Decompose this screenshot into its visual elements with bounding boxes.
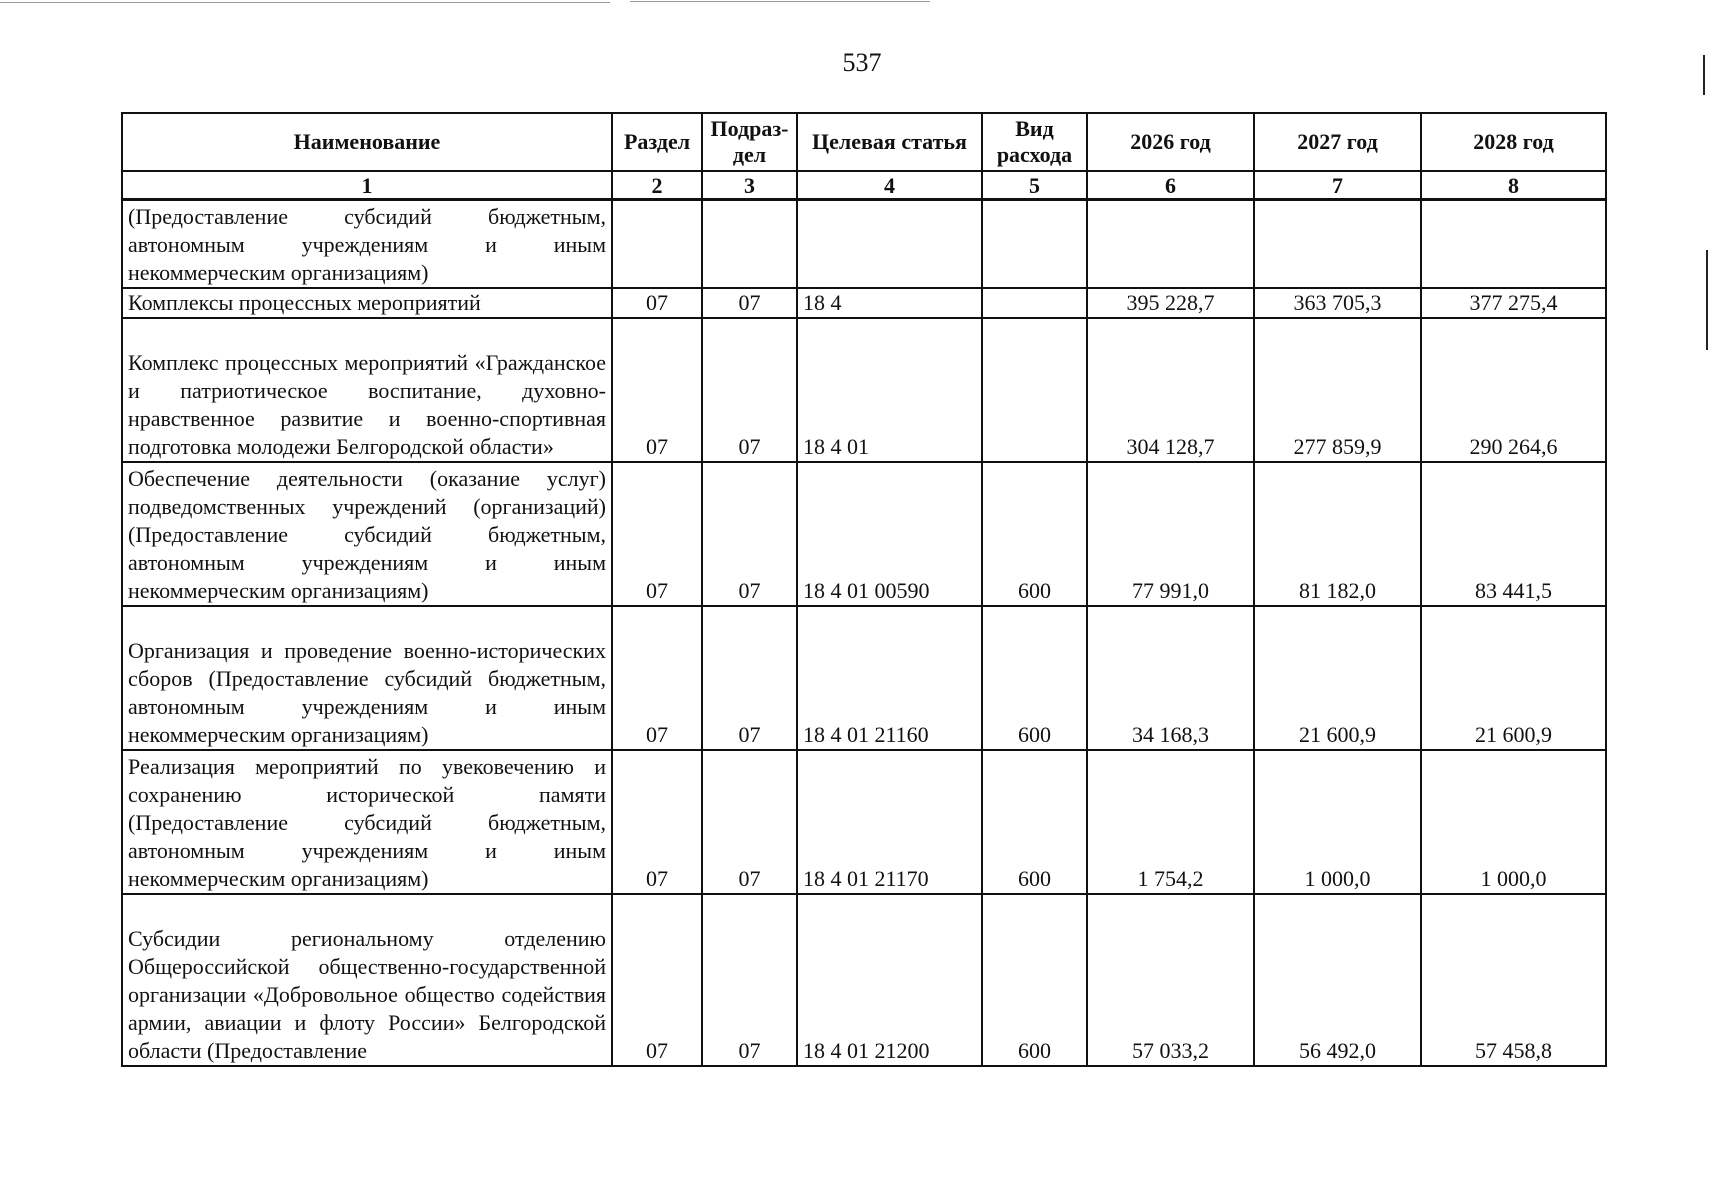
row-celevaya-statya: 18 4 01 21200 (797, 894, 982, 1066)
table-row (122, 200, 1606, 289)
row-razdel: 07 (612, 894, 702, 1066)
row-razdel: 07 (612, 606, 702, 750)
row-2028: 290 264,6 (1421, 318, 1606, 462)
row-vid-rashoda (982, 288, 1087, 318)
column-number: 8 (1421, 171, 1606, 200)
row-celevaya-statya: 18 4 01 21170 (797, 750, 982, 894)
row-podrazdel: 07 (702, 318, 797, 462)
row-2028: 21 600,9 (1421, 606, 1606, 750)
row-2027: 363 705,3 (1254, 288, 1421, 318)
column-number-row (122, 171, 1606, 200)
row-celevaya-statya: 18 4 (797, 288, 982, 318)
table-row (122, 318, 1606, 462)
column-number: 3 (702, 171, 797, 200)
row-celevaya-statya (797, 200, 982, 289)
table-row (122, 606, 1606, 750)
row-2028: 377 275,4 (1421, 288, 1606, 318)
row-podrazdel: 07 (702, 750, 797, 894)
header-2028: 2028 год (1421, 113, 1606, 171)
row-name: (Предоставление субсидий бюджетным, автономным учреждениям и иным некоммерческим организациям) (122, 200, 612, 289)
row-name: Комплекс процессных мероприятий «Гражданское и патриотическое воспитание, духовно-нравственное развитие и военно-спортивная подготовка молодежи Белгородской области» (122, 318, 612, 462)
row-name: Реализация мероприятий по увековечению и сохранению исторической памяти (Предоставление субсидий бюджетным, автономным учреждениям и иным некоммерческим организациям) (122, 750, 612, 894)
header-podrazdel: Подраз-дел (702, 113, 797, 171)
row-celevaya-statya: 18 4 01 21160 (797, 606, 982, 750)
header-row (122, 113, 1606, 171)
column-number: 6 (1087, 171, 1254, 200)
row-razdel: 07 (612, 318, 702, 462)
row-name: Организация и проведение военно-исторических сборов (Предоставление субсидий бюджетным, автономным учреждениям и иным некоммерческим организациям) (122, 606, 612, 750)
scan-artifact-top-right (630, 1, 930, 2)
scan-artifact-right-edge-lower (1706, 250, 1708, 350)
row-2026: 395 228,7 (1087, 288, 1254, 318)
row-2026: 1 754,2 (1087, 750, 1254, 894)
header-name: Наименование (122, 113, 612, 171)
column-number: 7 (1254, 171, 1421, 200)
row-2028 (1421, 200, 1606, 289)
row-podrazdel: 07 (702, 894, 797, 1066)
row-razdel (612, 200, 702, 289)
row-vid-rashoda (982, 318, 1087, 462)
column-number: 1 (122, 171, 612, 200)
row-name: Обеспечение деятельности (оказание услуг) подведомственных учреждений (организаций) (Предоставление субсидий бюджетным, автономным учреждениям и иным некоммерческим организациям) (122, 462, 612, 606)
row-podrazdel: 07 (702, 606, 797, 750)
row-2027: 21 600,9 (1254, 606, 1421, 750)
row-razdel: 07 (612, 750, 702, 894)
row-2027: 277 859,9 (1254, 318, 1421, 462)
row-2027: 1 000,0 (1254, 750, 1421, 894)
header-vid-rashoda: Вид расхода (982, 113, 1087, 171)
row-razdel: 07 (612, 462, 702, 606)
row-vid-rashoda: 600 (982, 462, 1087, 606)
column-number: 5 (982, 171, 1087, 200)
scan-artifact-right-edge (1703, 55, 1705, 95)
row-razdel: 07 (612, 288, 702, 318)
row-2027: 56 492,0 (1254, 894, 1421, 1066)
row-2026 (1087, 200, 1254, 289)
row-celevaya-statya: 18 4 01 00590 (797, 462, 982, 606)
row-vid-rashoda: 600 (982, 750, 1087, 894)
header-razdel: Раздел (612, 113, 702, 171)
row-2028: 57 458,8 (1421, 894, 1606, 1066)
row-name: Комплексы процессных мероприятий (122, 288, 612, 318)
column-number: 4 (797, 171, 982, 200)
row-2027: 81 182,0 (1254, 462, 1421, 606)
table-row (122, 288, 1606, 318)
row-2026: 77 991,0 (1087, 462, 1254, 606)
scan-artifact-top-left (0, 2, 610, 3)
budget-table (121, 112, 1607, 1067)
table-row (122, 894, 1606, 1066)
row-2028: 1 000,0 (1421, 750, 1606, 894)
row-podrazdel (702, 200, 797, 289)
row-name: Субсидии региональному отделению Общероссийской общественно-государственной организации «Добровольное общество содействия армии, авиации и флоту России» Белгородской области (Предоставление (122, 894, 612, 1066)
row-celevaya-statya: 18 4 01 (797, 318, 982, 462)
row-2026: 304 128,7 (1087, 318, 1254, 462)
row-2028: 83 441,5 (1421, 462, 1606, 606)
row-podrazdel: 07 (702, 462, 797, 606)
table-row (122, 750, 1606, 894)
row-2027 (1254, 200, 1421, 289)
row-vid-rashoda: 600 (982, 894, 1087, 1066)
row-2026: 34 168,3 (1087, 606, 1254, 750)
header-celevaya-statya: Целевая статья (797, 113, 982, 171)
column-number: 2 (612, 171, 702, 200)
row-vid-rashoda (982, 200, 1087, 289)
table-row (122, 462, 1606, 606)
header-2027: 2027 год (1254, 113, 1421, 171)
row-vid-rashoda: 600 (982, 606, 1087, 750)
header-2026: 2026 год (1087, 113, 1254, 171)
row-podrazdel: 07 (702, 288, 797, 318)
row-2026: 57 033,2 (1087, 894, 1254, 1066)
page-number: 537 (842, 48, 882, 77)
